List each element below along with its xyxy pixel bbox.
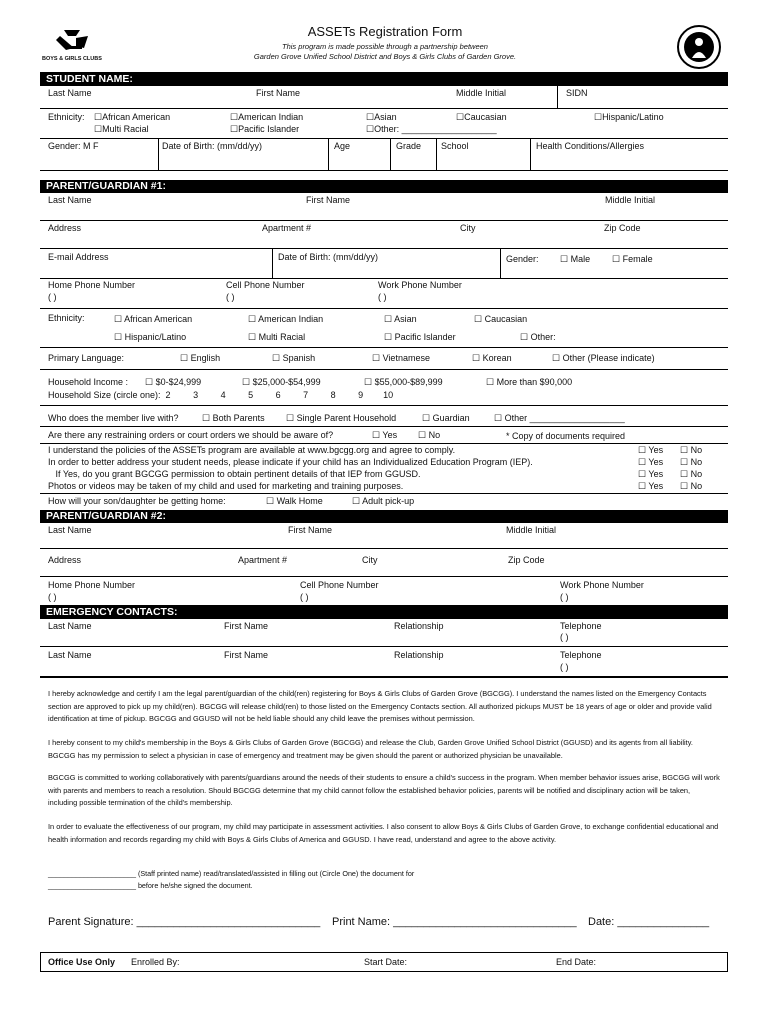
household-size[interactable]: Household Size (circle one): 2 3 4 5 6 7 8 9 10 bbox=[48, 390, 394, 400]
pg1-first-name[interactable]: First Name bbox=[306, 195, 351, 205]
pg2-cell-paren: ( ) bbox=[300, 592, 309, 602]
pg1-cell-paren: ( ) bbox=[226, 292, 235, 302]
pg2-middle-initial[interactable]: Middle Initial bbox=[506, 525, 557, 535]
income-label: Household Income : bbox=[48, 377, 129, 387]
pg1-address[interactable]: Address bbox=[48, 223, 82, 233]
eth-multi-racial-checkbox[interactable]: ☐ Multi Racial bbox=[94, 124, 149, 135]
ec1-relationship[interactable]: Relationship bbox=[394, 621, 444, 631]
lives-with-label: Who does the member live with? bbox=[48, 413, 179, 423]
pg2-cell-phone[interactable]: Cell Phone Number bbox=[300, 580, 379, 590]
iep-question: In order to better address your student needs, please indicate if your child has an Individualized Education Program (IEP). bbox=[48, 457, 533, 467]
ec2-last-name[interactable]: Last Name bbox=[48, 650, 92, 660]
iep-no[interactable]: ☐ No bbox=[680, 457, 702, 468]
pg1-middle-initial[interactable]: Middle Initial bbox=[605, 195, 656, 205]
pg1-dob[interactable]: Date of Birth: (mm/dd/yy) bbox=[278, 252, 379, 262]
eth-caucasian-checkbox[interactable]: ☐ Caucasian bbox=[456, 112, 507, 123]
getting-home-label: How will your son/daughter be getting home: bbox=[48, 496, 226, 506]
lang-korean-checkbox[interactable]: ☐ Korean bbox=[472, 353, 512, 364]
lives-both-parents[interactable]: ☐ Both Parents bbox=[202, 413, 265, 424]
lang-spanish-checkbox[interactable]: ☐ Spanish bbox=[272, 353, 315, 364]
income-25-54k[interactable]: ☐ $25,000-$54,999 bbox=[242, 377, 321, 388]
pg1-apartment[interactable]: Apartment # bbox=[262, 223, 312, 233]
pg1-eth-american-indian[interactable]: ☐ American Indian bbox=[248, 314, 323, 325]
student-last-name[interactable]: Last Name bbox=[48, 88, 92, 98]
student-grade[interactable]: Grade bbox=[396, 141, 422, 151]
student-first-name[interactable]: First Name bbox=[256, 88, 301, 98]
photo-question: Photos or videos may be taken of my child and used for marketing and training purposes. bbox=[48, 481, 404, 491]
parent-signature-field[interactable]: Parent Signature: ______________________________ bbox=[48, 916, 321, 928]
ec1-last-name[interactable]: Last Name bbox=[48, 621, 92, 631]
legal-paragraph-3: BGCGG is committed to working collaboratively with parents/guardians around the needs of their students to ensure a child's success in the program. When member behavior issues arise, BGCGG will work with parents and members to reach a resolution. Should BGCGG determine that my child cannot follow the established behavior policies, parents will be notified and disciplinary action will be taken, including possible termination of the child's membership. bbox=[48, 773, 720, 807]
pg1-eth-multi-racial[interactable]: ☐ Multi Racial bbox=[248, 332, 305, 343]
logo-text: BOYS & GIRLS CLUBS bbox=[42, 56, 102, 62]
pg2-apartment[interactable]: Apartment # bbox=[238, 555, 288, 565]
income-90k-plus[interactable]: ☐ More than $90,000 bbox=[486, 377, 572, 388]
pg2-city[interactable]: City bbox=[362, 555, 378, 565]
legal-paragraph-1: I hereby acknowledge and certify I am the legal parent/guardian of the child(ren) registering for Boys & Girls Clubs of Garden Grove (BGCGG). I understand the names listed on the Emergency Contacts section are approved to pick up my child(ren). BGCGG will release child(ren) to those listed on the Emergency Contacts section. All authorized pickups MUST be 18 years of age or older and provide valid identification at time of pickup. BGCGG and GGUSD will not be held liable should any child leave the premises without permission. bbox=[48, 689, 712, 723]
pg2-address[interactable]: Address bbox=[48, 555, 82, 565]
lang-english-checkbox[interactable]: ☐ English bbox=[180, 353, 220, 364]
income-55-89k[interactable]: ☐ $55,000-$89,999 bbox=[364, 377, 443, 388]
pg1-eth-african-american[interactable]: ☐ African American bbox=[114, 314, 192, 325]
student-dob[interactable]: Date of Birth: (mm/dd/yy) bbox=[162, 141, 263, 151]
staff-line-1: ______________________ (Staff printed name) read/translated/assisted in filling out (Circle One) the document for bbox=[48, 869, 415, 878]
eth-other-checkbox[interactable]: ☐ Other: ___________________ bbox=[366, 124, 497, 135]
page-title: ASSETs Registration Form bbox=[307, 24, 463, 39]
ec2-paren: ( ) bbox=[560, 662, 569, 672]
pg1-male-checkbox[interactable]: ☐ Male bbox=[560, 254, 590, 265]
subtitle-1: This program is made possible through a partnership between bbox=[282, 42, 488, 51]
print-name-field[interactable]: Print Name: ______________________________ bbox=[332, 916, 577, 928]
lives-single-parent[interactable]: ☐ Single Parent Household bbox=[286, 413, 396, 424]
section-parent2: PARENT/GUARDIAN #2: bbox=[40, 510, 728, 523]
pg1-eth-asian[interactable]: ☐ Asian bbox=[384, 314, 417, 325]
ec2-first-name[interactable]: First Name bbox=[224, 650, 269, 660]
adult-pickup-checkbox[interactable]: ☐ Adult pick-up bbox=[352, 496, 414, 507]
court-orders-yes[interactable]: ☐ Yes bbox=[372, 430, 397, 441]
student-sidn[interactable]: SIDN bbox=[566, 88, 588, 98]
eth-american-indian-checkbox[interactable]: ☐ American Indian bbox=[230, 112, 303, 123]
pg1-eth-pacific-islander[interactable]: ☐ Pacific Islander bbox=[384, 332, 456, 343]
student-school[interactable]: School bbox=[441, 141, 469, 151]
pg1-ethnicity-label: Ethnicity: bbox=[48, 313, 85, 323]
pg1-eth-other[interactable]: ☐ Other: bbox=[520, 332, 556, 343]
enrolled-by-field[interactable]: Enrolled By: bbox=[131, 957, 180, 967]
photo-no[interactable]: ☐ No bbox=[680, 481, 702, 492]
ec1-first-name[interactable]: First Name bbox=[224, 621, 269, 631]
section-student: STUDENT NAME: bbox=[40, 72, 728, 86]
pg1-gender-label: Gender: bbox=[506, 254, 539, 264]
legal-paragraph-4: In order to evaluate the effectiveness of our program, my child may participate in assessment activities. I also consent to allow Boys & Girls Clubs of Garden Grove, to exchange confidential educational and health information and records regarding my child with Boys & Girls Clubs of America and GGUSD. I have read, understand and agree to the above activity. bbox=[48, 822, 719, 844]
iep-permission-yes[interactable]: ☐ Yes bbox=[638, 469, 663, 480]
lang-other-checkbox[interactable]: ☐ Other (Please indicate) bbox=[552, 353, 655, 364]
iep-permission-question: If Yes, do you grant BGCGG permission to obtain pertinent details of that IEP from GGUSD. bbox=[48, 469, 421, 479]
student-gender[interactable]: Gender: M F bbox=[48, 141, 99, 151]
pg1-home-paren: ( ) bbox=[48, 292, 57, 302]
pg1-work-phone[interactable]: Work Phone Number bbox=[378, 280, 462, 290]
policy-no[interactable]: ☐ No bbox=[680, 445, 702, 456]
student-ethnicity-label: Ethnicity: bbox=[48, 112, 85, 122]
office-use-label: Office Use Only bbox=[48, 957, 116, 967]
ec1-telephone[interactable]: Telephone bbox=[560, 621, 602, 631]
pg2-work-phone[interactable]: Work Phone Number bbox=[560, 580, 644, 590]
pg2-last-name[interactable]: Last Name bbox=[48, 525, 92, 535]
iep-permission-no[interactable]: ☐ No bbox=[680, 469, 702, 480]
start-date-field[interactable]: Start Date: bbox=[364, 957, 408, 967]
court-orders-no[interactable]: ☐ No bbox=[418, 430, 440, 441]
pg1-eth-caucasian[interactable]: ☐ Caucasian bbox=[474, 314, 527, 325]
pg2-first-name[interactable]: First Name bbox=[288, 525, 333, 535]
lang-vietnamese-checkbox[interactable]: ☐ Vietnamese bbox=[372, 353, 430, 364]
student-health[interactable]: Health Conditions/Allergies bbox=[536, 141, 645, 151]
date-field[interactable]: Date: _______________ bbox=[588, 916, 710, 928]
court-orders-label: Are there any restraining orders or court orders we should be aware of? bbox=[48, 430, 334, 440]
pg1-zip[interactable]: Zip Code bbox=[604, 223, 641, 233]
legal-paragraph-2: I hereby consent to my child's membership in the Boys & Girls Clubs of Garden Grove (BGCGG) and release the Club, Garden Grove Unified School District (GGUSD) and its agents from all liability. BGCGG has my permission to select a physician in case of emergency and treatment may be given should the parent or authorized physician be unavailable. bbox=[48, 738, 693, 760]
pg1-work-paren: ( ) bbox=[378, 292, 387, 302]
pg1-home-phone[interactable]: Home Phone Number bbox=[48, 280, 136, 290]
eth-african-american-checkbox[interactable]: ☐ African American bbox=[94, 112, 170, 123]
pg1-cell-phone[interactable]: Cell Phone Number bbox=[226, 280, 305, 290]
pg1-eth-hispanic[interactable]: ☐ Hispanic/Latino bbox=[114, 332, 186, 343]
subtitle-2: Garden Grove Unified School District and Boys & Girls Clubs of Garden Grove. bbox=[253, 52, 517, 61]
eth-hispanic-checkbox[interactable]: ☐ Hispanic/Latino bbox=[594, 112, 664, 123]
ec1-paren: ( ) bbox=[560, 632, 569, 642]
pg1-email[interactable]: E-mail Address bbox=[48, 252, 109, 262]
lives-other[interactable]: ☐ Other ___________________ bbox=[494, 413, 625, 424]
ec2-relationship[interactable]: Relationship bbox=[394, 650, 444, 660]
pg1-language-label: Primary Language: bbox=[48, 353, 125, 363]
photo-yes[interactable]: ☐ Yes bbox=[638, 481, 663, 492]
eth-asian-checkbox[interactable]: ☐ Asian bbox=[366, 112, 397, 123]
ec2-telephone[interactable]: Telephone bbox=[560, 650, 602, 660]
end-date-field[interactable]: End Date: bbox=[556, 957, 597, 967]
staff-line-2: ______________________ before he/she signed the document. bbox=[48, 881, 253, 890]
eth-pacific-islander-checkbox[interactable]: ☐ Pacific Islander bbox=[230, 124, 299, 135]
pg2-zip[interactable]: Zip Code bbox=[508, 555, 545, 565]
policy-question: I understand the policies of the ASSETs program are available at www.bgcgg.org and agree to comply. bbox=[48, 445, 456, 455]
student-age[interactable]: Age bbox=[334, 141, 351, 151]
pg1-city[interactable]: City bbox=[460, 223, 476, 233]
income-0-24k[interactable]: ☐ $0-$24,999 bbox=[145, 377, 201, 388]
pg1-last-name[interactable]: Last Name bbox=[48, 195, 92, 205]
pg2-work-paren: ( ) bbox=[560, 592, 569, 602]
pg2-home-paren: ( ) bbox=[48, 592, 57, 602]
pg1-female-checkbox[interactable]: ☐ Female bbox=[612, 254, 653, 265]
walk-home-checkbox[interactable]: ☐ Walk Home bbox=[266, 496, 323, 507]
section-emergency: EMERGENCY CONTACTS: bbox=[40, 605, 728, 619]
iep-yes[interactable]: ☐ Yes bbox=[638, 457, 663, 468]
lives-guardian[interactable]: ☐ Guardian bbox=[422, 413, 470, 424]
policy-yes[interactable]: ☐ Yes bbox=[638, 445, 663, 456]
pg2-home-phone[interactable]: Home Phone Number bbox=[48, 580, 136, 590]
section-parent1: PARENT/GUARDIAN #1: bbox=[40, 180, 728, 193]
copy-note: * Copy of documents required bbox=[506, 431, 626, 441]
student-middle-initial[interactable]: Middle Initial bbox=[456, 88, 507, 98]
